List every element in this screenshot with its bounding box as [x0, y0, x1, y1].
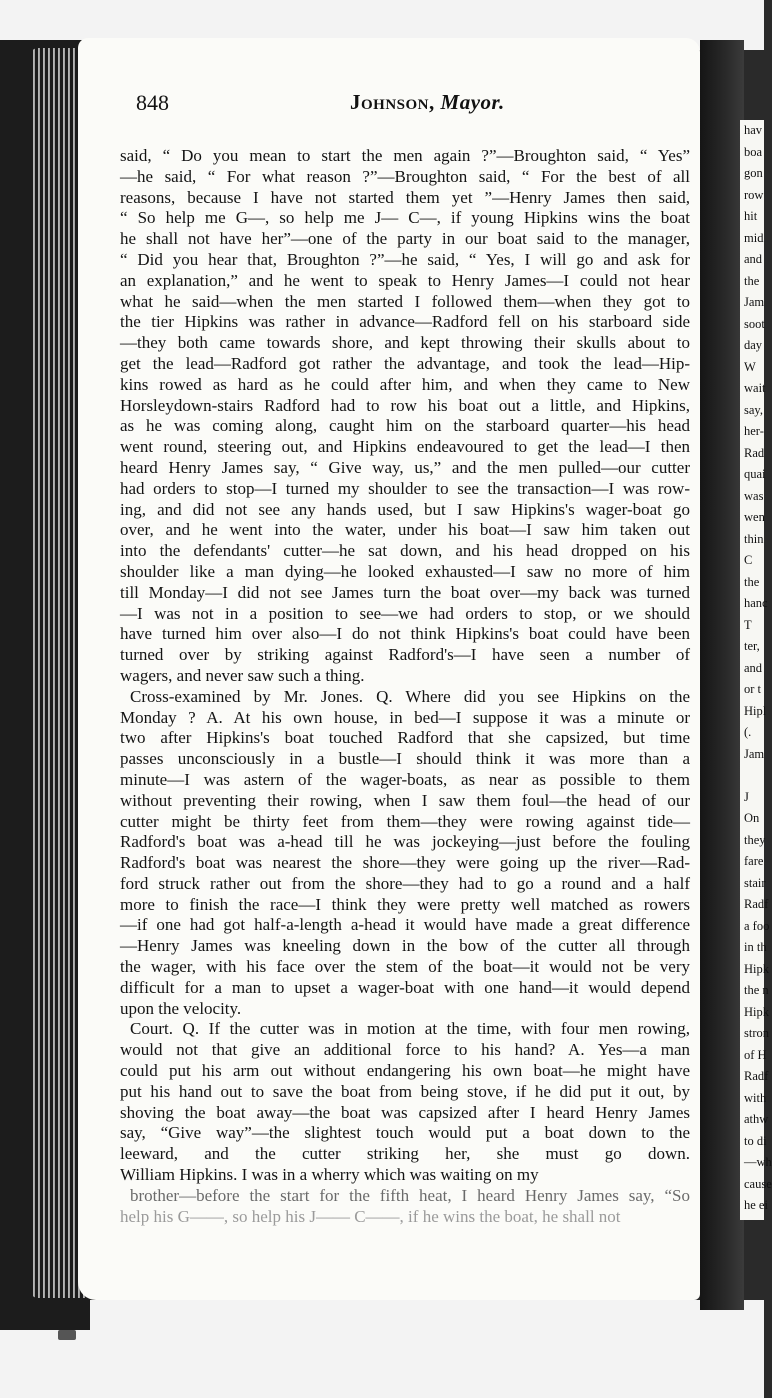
facing-page-line: day	[744, 338, 763, 352]
text-line: wagers, and never saw such a thing.	[120, 665, 365, 685]
text-line: Radford's boat was a-head till he was jockeying—just before the fouling	[120, 832, 690, 852]
facing-page-line: On	[744, 811, 760, 825]
text-line: brother—before the start for the fifth heat, I heard Henry James say, “So	[130, 1185, 690, 1205]
facing-page-line: Hipk	[744, 961, 769, 976]
facing-page-line: Hipl	[744, 703, 767, 718]
facing-page-line: with	[744, 1090, 767, 1105]
facing-page-line: row	[744, 187, 764, 202]
facing-page-line: W	[744, 359, 756, 374]
text-line: “ So help me G—, so help me J— C—, if young Hipkins wins the boat	[120, 208, 690, 228]
facing-page-line: was	[744, 488, 764, 503]
scan-background-bottom	[0, 1300, 764, 1398]
text-line: “ Did you hear that, Broughton ?”—he said, “ Yes, I will go and ask for	[120, 249, 690, 269]
facing-page-line: Radf	[744, 897, 769, 911]
facing-page-line: T	[744, 617, 752, 632]
book-gutter	[700, 40, 744, 1310]
text-line: the wager, with his face over the stem of the boat—it would not be very	[120, 957, 690, 977]
text-line: —they both came towards shore, and kept throwing their skulls about to	[120, 333, 690, 353]
text-line: two after Hipkins's boat touched Radford that she capsized, but time	[120, 728, 690, 748]
facing-page-line: of H	[744, 1047, 767, 1062]
facing-page-line: hav	[744, 123, 763, 137]
running-head-name: Johnson,	[350, 90, 435, 114]
text-line: —if one had got half-a-length a-head it would have made a great difference	[120, 915, 690, 935]
facing-page-line: hanc	[744, 596, 768, 610]
facing-page-text	[740, 120, 772, 1217]
facing-page-line: wen	[744, 510, 765, 524]
facing-page-line: the n	[744, 983, 769, 997]
facing-page-line: stron	[744, 1026, 769, 1040]
facing-page-line: Jam	[744, 295, 765, 309]
text-line: the tier Hipkins was rather in advance—Radford fell on his starboard side	[120, 312, 690, 332]
text-line: —he said, “ For what reason ?”—Broughton said, “ For the best of all	[120, 166, 690, 186]
facing-page-line: gon	[744, 166, 763, 180]
text-line: William Hipkins. I was in a wherry which was waiting on my	[120, 1165, 539, 1185]
text-line: would not that give an additional force to his hand? A. Yes—a man	[120, 1040, 690, 1060]
facing-page-line: her-	[744, 424, 764, 438]
facing-page-line: mid	[744, 230, 764, 245]
facing-page-line: stair	[744, 875, 766, 890]
text-line: leeward, and the cutter striking her, she must go down.	[120, 1144, 690, 1164]
text-line: had orders to stop—I turned my shoulder to see the transaction—I was row-	[120, 478, 690, 498]
facing-page-line: (.	[744, 725, 752, 739]
text-line: have turned him over also—I do not think Hipkins's boat could have been	[120, 624, 690, 644]
facing-page-line: hit	[744, 209, 758, 223]
text-line: passes unconsciously in a bustle—I should think it was more than a	[120, 749, 690, 769]
running-head	[350, 90, 505, 115]
text-line: till Monday—I did not see James turn the boat over—my back was turned	[120, 582, 690, 602]
text-line: help his G——, so help his J—— C——, if he wins the boat, he shall not	[120, 1206, 621, 1226]
text-line: reasons, because I have not started them yet ”—Henry James then said,	[120, 187, 690, 207]
facing-page-fragment	[740, 120, 772, 1220]
facing-page-line: Jam	[744, 746, 765, 761]
text-line: upon the velocity.	[120, 998, 242, 1018]
facing-page-line: Rad	[744, 445, 765, 460]
text-line: minute—I was astern of the wager-boats, as near as possible to them	[120, 769, 690, 789]
page-number: 848	[136, 90, 169, 115]
text-line: say, “Give way”—the slightest touch would put a boat down to the	[120, 1123, 690, 1143]
text-line: shoving the boat away—the boat was capsized after I heard Henry James	[120, 1102, 690, 1122]
text-line: more to finish the race—I think they were pretty well matched as rowers	[120, 894, 690, 914]
facing-page-line: they	[744, 832, 766, 847]
text-line: cutter might be thirty feet from them—they were rowing against tide—	[120, 811, 690, 831]
text-line: —I was not in a position to see—we had orders to stop, or we should	[120, 603, 690, 623]
text-line: Court. Q. If the cutter was in motion at the time, with four men rowing,	[130, 1019, 690, 1039]
facing-page-line: to di	[744, 1133, 767, 1148]
facing-page-line: soot	[744, 316, 765, 331]
facing-page-line: he ei	[744, 1198, 768, 1212]
facing-page-line: wait	[744, 381, 766, 395]
facing-page-line: cause	[744, 1176, 772, 1191]
facing-page-line: Radf	[744, 1069, 769, 1083]
text-line: put his hand out to save the boat from being stove, if he did put it out, by	[120, 1081, 690, 1101]
facing-page-line: in th	[744, 940, 767, 954]
facing-page-line: and	[744, 660, 763, 675]
text-line: could put his arm out without endangering his own boat—he might have	[120, 1061, 690, 1081]
facing-page-line: J	[744, 789, 749, 804]
facing-page-line: —wh	[744, 1155, 772, 1169]
text-line: get the lead—Radford got rather the advantage, and took the lead—Hip-	[120, 353, 690, 373]
text-line: said, “ Do you mean to start the men again ?”—Broughton said, “ Yes”	[120, 146, 690, 165]
scan-mark	[58, 1330, 76, 1340]
text-line: turned over by striking against Radford's—I have seen a number of	[120, 645, 690, 665]
facing-page-line: say,	[744, 402, 763, 417]
text-line: he shall not have her”—one of the party in our boat said to the manager,	[120, 229, 690, 249]
text-line: Radford's boat was nearest the shore—they were going up the river—Rad-	[120, 853, 690, 873]
running-head-title: Mayor.	[440, 90, 505, 114]
text-line: without preventing their rowing, when I saw them foul—the head of our	[120, 790, 690, 810]
facing-page-line: the	[744, 574, 760, 589]
text-line: into the defendants' cutter—he sat down, and his head dropped on his	[120, 541, 690, 561]
page-header	[136, 90, 696, 120]
facing-page-line: quai	[744, 467, 766, 481]
text-line: Monday ? A. At his own house, in bed—I suppose it was a minute or	[120, 707, 690, 727]
facing-page-line: a foo	[744, 918, 770, 933]
text-line: heard Henry James say, “ Give way, us,” and the men pulled—our cutter	[120, 457, 690, 477]
text-line: over, and he went into the water, under his boat—I saw him taken out	[120, 520, 690, 540]
text-line: kins rowed as hard as he could after him, and when they came to New	[120, 374, 690, 394]
page-edges	[30, 48, 85, 1298]
text-line: an explanation,” and he went to speak to Henry James—I could not hear	[120, 270, 690, 290]
facing-page-line: the	[744, 273, 760, 288]
body-text	[120, 146, 690, 1227]
facing-page-line: Hipk	[744, 1004, 769, 1019]
text-line: ing, and did not see any hands used, but I saw Hipkins's wager-boat go	[120, 499, 690, 519]
text-line: went round, steering out, and Hipkins endeavoured to get the lead—I then	[120, 437, 690, 457]
facing-page-line: boa	[744, 144, 763, 159]
text-line: what he said—when the men started I followed them—when they got to	[120, 291, 690, 311]
facing-page-line	[740, 765, 764, 787]
text-line: Cross-examined by Mr. Jones. Q. Where did you see Hipkins on the	[130, 686, 690, 706]
facing-page-line: athw	[744, 1112, 769, 1126]
text-line: difficult for a man to upset a wager-boat with one hand—it would depend	[120, 977, 690, 997]
facing-page-line: and	[744, 252, 763, 266]
text-line: Horsleydown-stairs Radford had to row his boat out a little, and Hipkins,	[120, 395, 690, 415]
facing-page-line: C	[744, 553, 753, 567]
facing-page-line: fare	[744, 854, 764, 868]
text-line: shoulder like a man dying—he looked exhausted—I saw no more of him	[120, 561, 690, 581]
facing-page-line: thin	[744, 531, 764, 546]
text-line: ford struck rather out from the shore—they had to go a round and a half	[120, 873, 690, 893]
text-line: as he was coming along, caught him on the starboard quarter—his head	[120, 416, 690, 436]
facing-page-line: or t	[744, 682, 762, 696]
text-line: —Henry James was kneeling down in the bow of the cutter all through	[120, 936, 690, 956]
facing-page-line: ter,	[744, 639, 760, 653]
